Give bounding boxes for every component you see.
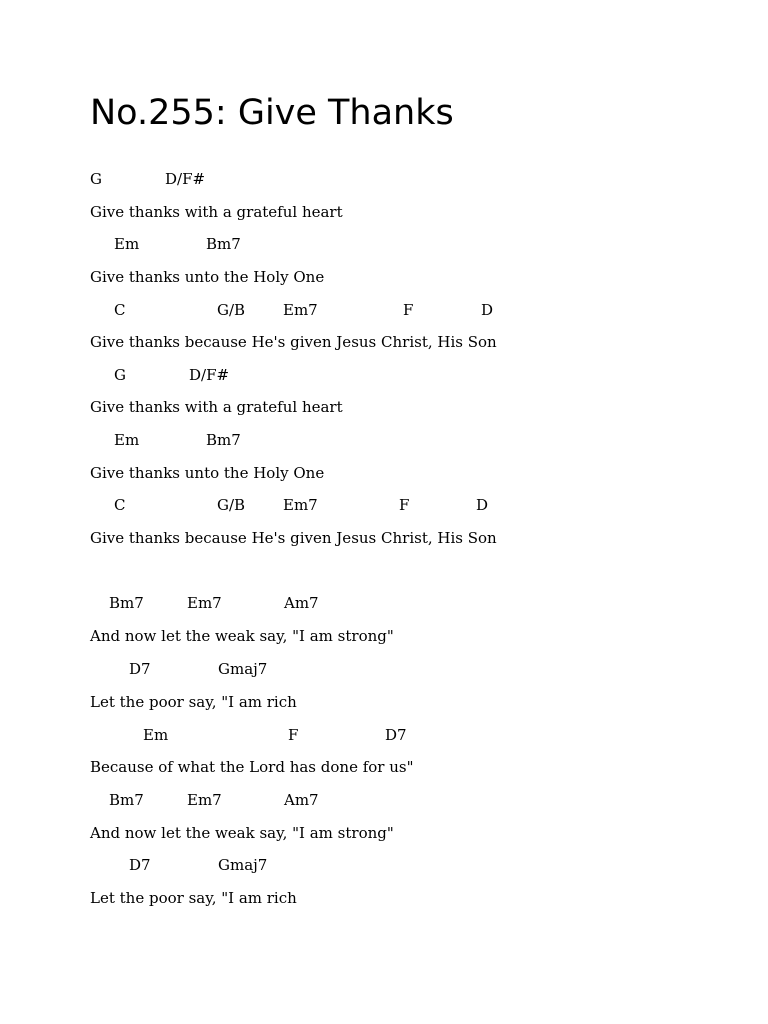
- chord: D: [476, 496, 489, 514]
- chord: G/B: [217, 496, 246, 514]
- chord: D7: [129, 856, 151, 874]
- chord: Em7: [187, 791, 222, 809]
- chord: Em: [114, 431, 140, 449]
- lyric-line: Let the poor say, "I am rich: [90, 889, 297, 907]
- lyric-line: Give thanks with a grateful heart: [90, 203, 343, 221]
- chord: G: [114, 366, 126, 384]
- chord: Bm7: [109, 594, 144, 612]
- chord: Em7: [187, 594, 222, 612]
- chord: G: [90, 170, 102, 188]
- chord: C: [114, 301, 126, 319]
- lyric-line: Give thanks unto the Holy One: [90, 464, 325, 482]
- chord: Gmaj7: [218, 856, 268, 874]
- chord: Bm7: [206, 431, 241, 449]
- lyric-line: Give thanks because He's given Jesus Christ, His Son: [90, 529, 497, 547]
- chord: Em7: [283, 496, 318, 514]
- chord: D7: [129, 660, 151, 678]
- chord: Bm7: [109, 791, 144, 809]
- chord: F: [288, 726, 299, 744]
- chord: Em: [114, 235, 140, 253]
- lyric-line: Give thanks unto the Holy One: [90, 268, 325, 286]
- chord: G/B: [217, 301, 246, 319]
- chord: Am7: [284, 594, 319, 612]
- chord: Gmaj7: [218, 660, 268, 678]
- chord: Am7: [284, 791, 319, 809]
- lyric-line: And now let the weak say, "I am strong": [90, 824, 394, 842]
- chord: F: [399, 496, 410, 514]
- chord: D/F#: [189, 366, 230, 384]
- chord: Em: [143, 726, 169, 744]
- song-title: No.255: Give Thanks: [90, 93, 454, 133]
- chord: D/F#: [165, 170, 206, 188]
- lyric-line: Let the poor say, "I am rich: [90, 693, 297, 711]
- lyric-line: Because of what the Lord has done for us": [90, 758, 414, 776]
- lyric-line: Give thanks because He's given Jesus Christ, His Son: [90, 333, 497, 351]
- chord: Bm7: [206, 235, 241, 253]
- chord: Em7: [283, 301, 318, 319]
- chord: D: [481, 301, 494, 319]
- lyric-line: Give thanks with a grateful heart: [90, 398, 343, 416]
- chord: F: [403, 301, 414, 319]
- lyric-line: And now let the weak say, "I am strong": [90, 627, 394, 645]
- chord: D7: [385, 726, 407, 744]
- chord: C: [114, 496, 126, 514]
